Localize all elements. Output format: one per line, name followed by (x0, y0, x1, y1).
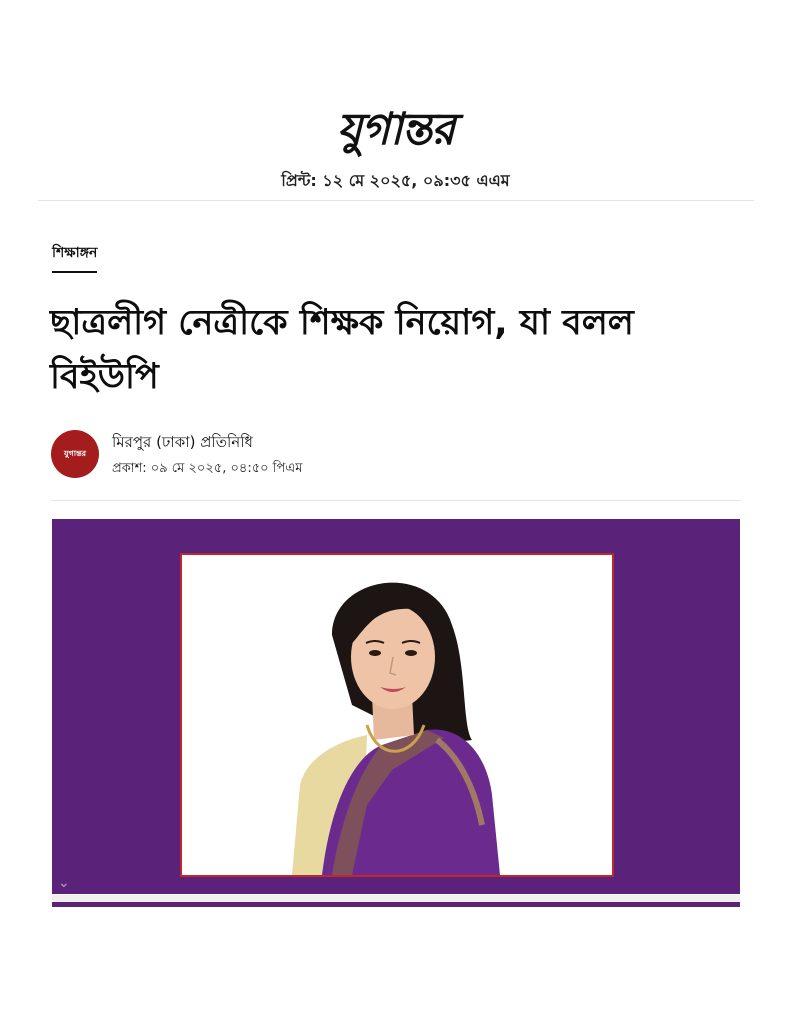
category-label[interactable]: শিক্ষাঙ্গন (52, 241, 97, 273)
caption-strip (52, 895, 740, 902)
author-block (51, 428, 741, 480)
featured-image[interactable] (52, 519, 740, 894)
media-bottom-bar (52, 902, 740, 907)
divider (51, 500, 741, 501)
portrait-illustration (182, 555, 612, 875)
portrait-photo (180, 553, 614, 877)
published-date: প্রকাশ: ০৯ মে ২০২৫, ০৪:৫০ পিএম (112, 461, 303, 476)
chevron-down-icon[interactable]: ⌄ (58, 875, 70, 891)
site-logo[interactable]: যুগান্তর (336, 104, 455, 155)
print-date: প্রিন্ট: ১২ মে ২০২৫, ০৯:৩৫ এএম (281, 171, 510, 190)
article-headline: ছাত্রলীগ নেত্রীকে শিক্ষক নিয়োগ, যা বলল বিইউপি (50, 303, 634, 397)
author-name[interactable]: মিরপুর (ঢাকা) প্রতিনিধি (112, 433, 253, 451)
masthead (0, 104, 791, 156)
avatar: যুগান্তর (51, 430, 99, 478)
divider (38, 200, 754, 201)
